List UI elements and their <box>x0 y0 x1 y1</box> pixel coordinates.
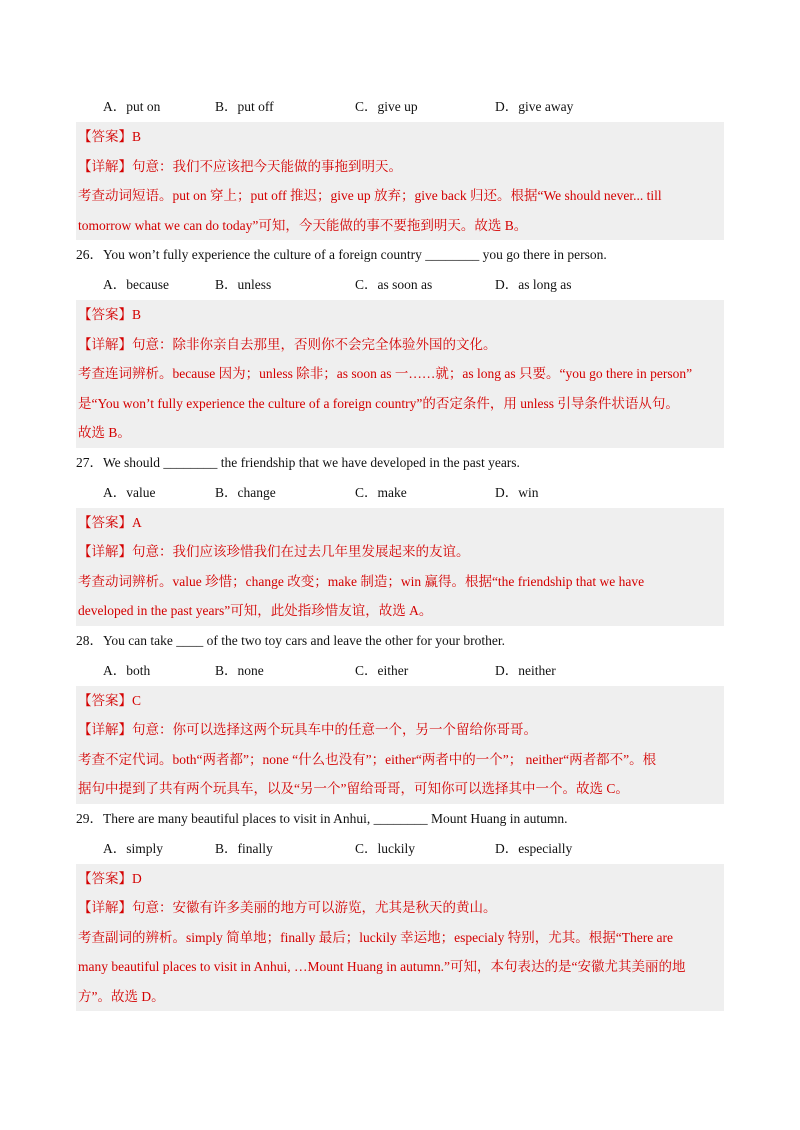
options-row <box>76 656 724 686</box>
answer-box <box>76 864 724 1012</box>
option-d: D．win <box>495 484 539 500</box>
option-c: C．luckily <box>355 840 415 856</box>
analysis-line: 考查副词的辨析。simply 简单地；finally 最后；luckily 幸运地；especialy 特别，尤其。根据“There are <box>78 929 674 945</box>
answer-box <box>76 508 724 626</box>
option-d: D．give away <box>495 99 574 114</box>
question-block <box>76 448 724 626</box>
option-b: B．none <box>215 662 264 678</box>
options-row <box>76 478 724 508</box>
answer-label: 【答案】B <box>78 129 142 144</box>
detail-label: 【详解】句意：除非你亲自去那里，否则你不会完全体验外国的文化。 <box>78 336 497 352</box>
option-c: C．give up <box>355 99 418 114</box>
option-d: D．especially <box>495 840 573 856</box>
analysis-line: 故选 B。 <box>78 425 131 440</box>
analysis-line: 考查动词辨析。value 珍惜；change 改变；make 制造；win 赢得。根据“the friendship that we have <box>78 573 645 589</box>
answer-label: 【答案】B <box>78 307 142 322</box>
analysis-line: 是“You won’t fully experience the culture of a foreign country”的否定条件，用 unless 引导条件状语从句。 <box>78 395 679 411</box>
question-block <box>76 240 724 448</box>
analysis-line: developed in the past years”可知，此处指珍惜友谊，故选 A。 <box>78 603 433 618</box>
analysis-line: 考查连词辨析。because 因为；unless 除非；as soon as 一……就；as long as 只要。“you go there in person” <box>78 366 693 381</box>
question-text: 27．We should ________ the friendship that we have developed in the past years. <box>76 454 520 470</box>
option-c: C．make <box>355 484 407 500</box>
options-row <box>76 92 724 122</box>
detail-label: 【详解】句意：安徽有许多美丽的地方可以游览，尤其是秋天的黄山。 <box>78 900 497 915</box>
option-a: A．simply <box>103 840 164 856</box>
question-list <box>76 92 724 1011</box>
answer-label: 【答案】A <box>78 514 142 530</box>
option-b: B．finally <box>215 840 273 856</box>
question-block <box>76 804 724 1012</box>
option-a: A．put on <box>103 99 161 114</box>
option-b: B．unless <box>215 277 272 292</box>
option-a: A．value <box>103 484 156 500</box>
analysis-line: 方”。故选 D。 <box>78 988 165 1004</box>
analysis-line: tomorrow what we can do today”可知，今天能做的事不要拖到明天。故选 B。 <box>78 217 528 233</box>
question-text: 29．There are many beautiful places to visit in Anhui, ________ Mount Huang in autumn. <box>76 810 568 826</box>
analysis-line: 据句中提到了共有两个玩具车，以及“另一个”留给哥哥，可知你可以选择其中一个。故选 C。 <box>78 781 629 796</box>
options-row <box>76 834 724 864</box>
detail-label: 【详解】句意：你可以选择这两个玩具车中的任意一个，另一个留给你哥哥。 <box>78 722 537 737</box>
option-d: D．as long as <box>495 277 572 292</box>
answer-box <box>76 122 724 240</box>
option-d: D．neither <box>495 662 556 678</box>
answer-label: 【答案】C <box>78 692 142 708</box>
question-block <box>76 92 724 240</box>
question-text: 26．You won’t fully experience the culture of a foreign country ________ you go there in person. <box>76 247 607 262</box>
option-a: A．because <box>103 277 169 292</box>
analysis-line: 考查动词短语。put on 穿上；put off 推迟；give up 放弃；give back 归还。根据“We should never... till <box>78 188 662 203</box>
question-block <box>76 626 724 804</box>
answer-box <box>76 300 724 448</box>
option-b: B．put off <box>215 99 274 114</box>
options-row <box>76 270 724 300</box>
analysis-line: 考查不定代词。both“两者都”；none “什么也没有”；either“两者中的一个”； neither“两者都不”。根 <box>78 751 657 767</box>
detail-label: 【详解】句意：我们应该珍惜我们在过去几年里发展起来的友谊。 <box>78 544 470 559</box>
question-text: 28．You can take ____ of the two toy cars and leave the other for your brother. <box>76 632 506 648</box>
answer-box <box>76 686 724 804</box>
option-c: C．as soon as <box>355 277 433 292</box>
option-a: A．both <box>103 662 151 678</box>
answer-label: 【答案】D <box>78 870 142 886</box>
detail-label: 【详解】句意：我们不应该把今天能做的事拖到明天。 <box>78 158 402 174</box>
option-c: C．either <box>355 662 409 678</box>
option-b: B．change <box>215 484 276 500</box>
analysis-line: many beautiful places to visit in Anhui, …Mount Huang in autumn.”可知，本句表达的是“安徽尤其美丽的地 <box>78 959 686 974</box>
